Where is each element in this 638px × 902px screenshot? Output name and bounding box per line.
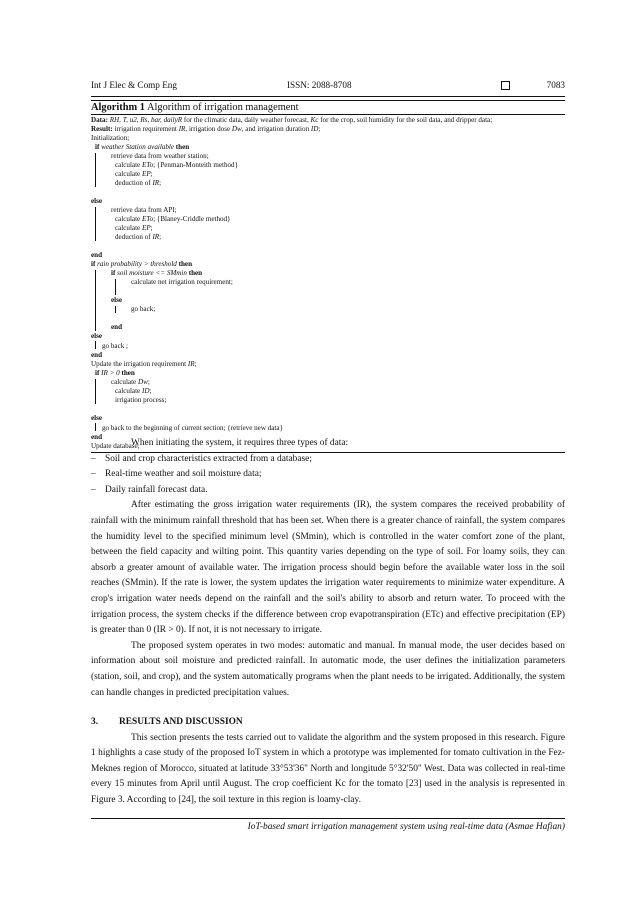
algo-data-line: Data: RH, T, u2, Rs, bar, dailyR for the climatic data, daily weather forecast, Kc for the crop, soil humidity for the soil data, and dripper data;	[91, 116, 493, 124]
list-item: – Real-time weather and soil moisture data;	[91, 469, 262, 480]
algo-block: retrieve data from weather station; calculate ETo; {Penman-Monteith method} calculate EP; deduction of IR;	[95, 152, 565, 188]
body-text	[91, 436, 565, 809]
page-number: 7083	[546, 80, 565, 90]
journal-name: Int J Elec & Comp Eng	[91, 80, 177, 90]
paragraph: This section presents the tests carried out to validate the algorithm and the system proposed in this research. Figure 1 highlights a case study of the proposed IoT system in which a prototype was implemented for tomato cultivation in the Fez-Meknes region of Morocco, situated at latitude 33°53'36" North and longitude 5°32'50" West. Data was collected in real-time every 15 minutes from April until August. The crop coefficient Kc for the tomato [23] used in the analysis is represented in Figure 3. According to [24], the soil texture in this region is loamy-clay.	[91, 732, 565, 806]
running-header	[91, 80, 565, 94]
list-item: – Soil and crop characteristics extracted from a database;	[91, 453, 312, 464]
algo-block: calculate Dw; calculate ID; irrigation process;	[95, 378, 565, 405]
algo-block: go back;	[115, 305, 565, 314]
algo-result-line: Result: irrigation requirement IR, irrigation dose Dw, and irrigation duration ID;	[91, 125, 321, 133]
running-footer: IoT-based smart irrigation management system using real-time data (Asmae Hafian)	[247, 822, 565, 832]
algo-line: if weather Station available then	[95, 143, 190, 151]
algo-block: retrieve data from API; calculate ETo; {Blaney-Criddle method} calculate EP; deduction of IR;	[95, 206, 565, 242]
algo-block: if soil moisture <= SMmin then calculate net irrigation requirement; else go back; end	[95, 269, 565, 332]
algo-line: Initialization;	[91, 134, 130, 142]
footer-rule	[91, 818, 565, 819]
algorithm-title: Algorithm 1 Algorithm of irrigation management	[91, 102, 299, 113]
algorithm-box	[91, 100, 565, 453]
algo-block: calculate net irrigation requirement;	[115, 278, 565, 296]
square-icon	[501, 81, 510, 90]
issn: ISSN: 2088-8708	[287, 80, 352, 90]
intro-paragraph: When initiating the system, it requires three types of data:	[131, 438, 349, 448]
header-rule	[91, 96, 565, 97]
algorithm-body: Data: RH, T, u2, Rs, bar, dailyR for the climatic data, daily weather forecast, Kc for the crop, soil humidity for the soil data, and dripper data; Result: irrigation requirement IR, irrigation dose Dw, and irrigation duration ID; Initialization; if weather Station available then retrieve data from weather station; calculate ETo; {Penman-Monteith method} calculate EP; deduction of IR; else retrieve data from API; calculate ETo; {Blaney-Criddle method} calculate EP; deduction of IR; end if rain probability > threshold then if soil moisture <= SMmin then calculate net irrigation requirement; else go back; end else go back ; end Update the irrigation requirement IR; if IR > 0 then calculate Dw; calculate ID; irrigation process; else go back to the beginning of current section; {retrieve new data} end Update database;	[91, 115, 565, 451]
list-item: – Daily rainfall forecast data.	[91, 484, 208, 495]
paragraph: The proposed system operates in two modes: automatic and manual. In manual mode, the user decides based on information about soil moisture and predicted rainfall. In automatic mode, the user defines the initialization parameters (station, soil, and crop), and the system automatically programs when the plant needs to be irrigated. Additionally, the system can handle changes in predicted precipitation values.	[91, 640, 565, 698]
paragraph: After estimating the gross irrigation water requirements (IR), the system compares the received probability of rainfall with the minimum rainfall threshold that has been set. When there is a greater chance of rainfall, the system compares the humidity level to the specified minimum level (SMmin), which is controlled in the water comfort zone of the plant, between the field capacity and wilting point. This quantity varies depending on the type of soil. For loamy soils, they can absorb a greater amount of available water. The irrigation process should begin before the available water loss in the soil reaches (SMmin). If the rate is lower, the system updates the irrigation water requirements to minimize water expenditure. A crop's irrigation water needs depend on the rainfall and the soil's ability to absorb and return water. To proceed with the irrigation process, the system checks if the difference between crop evapotranspiration (ETc) and effective precipitation (EP) is greater than 0 (IR > 0). If not, it is not necessary to irrigate.	[91, 500, 565, 636]
section-heading: 3. RESULTS AND DISCUSSION	[91, 717, 243, 728]
